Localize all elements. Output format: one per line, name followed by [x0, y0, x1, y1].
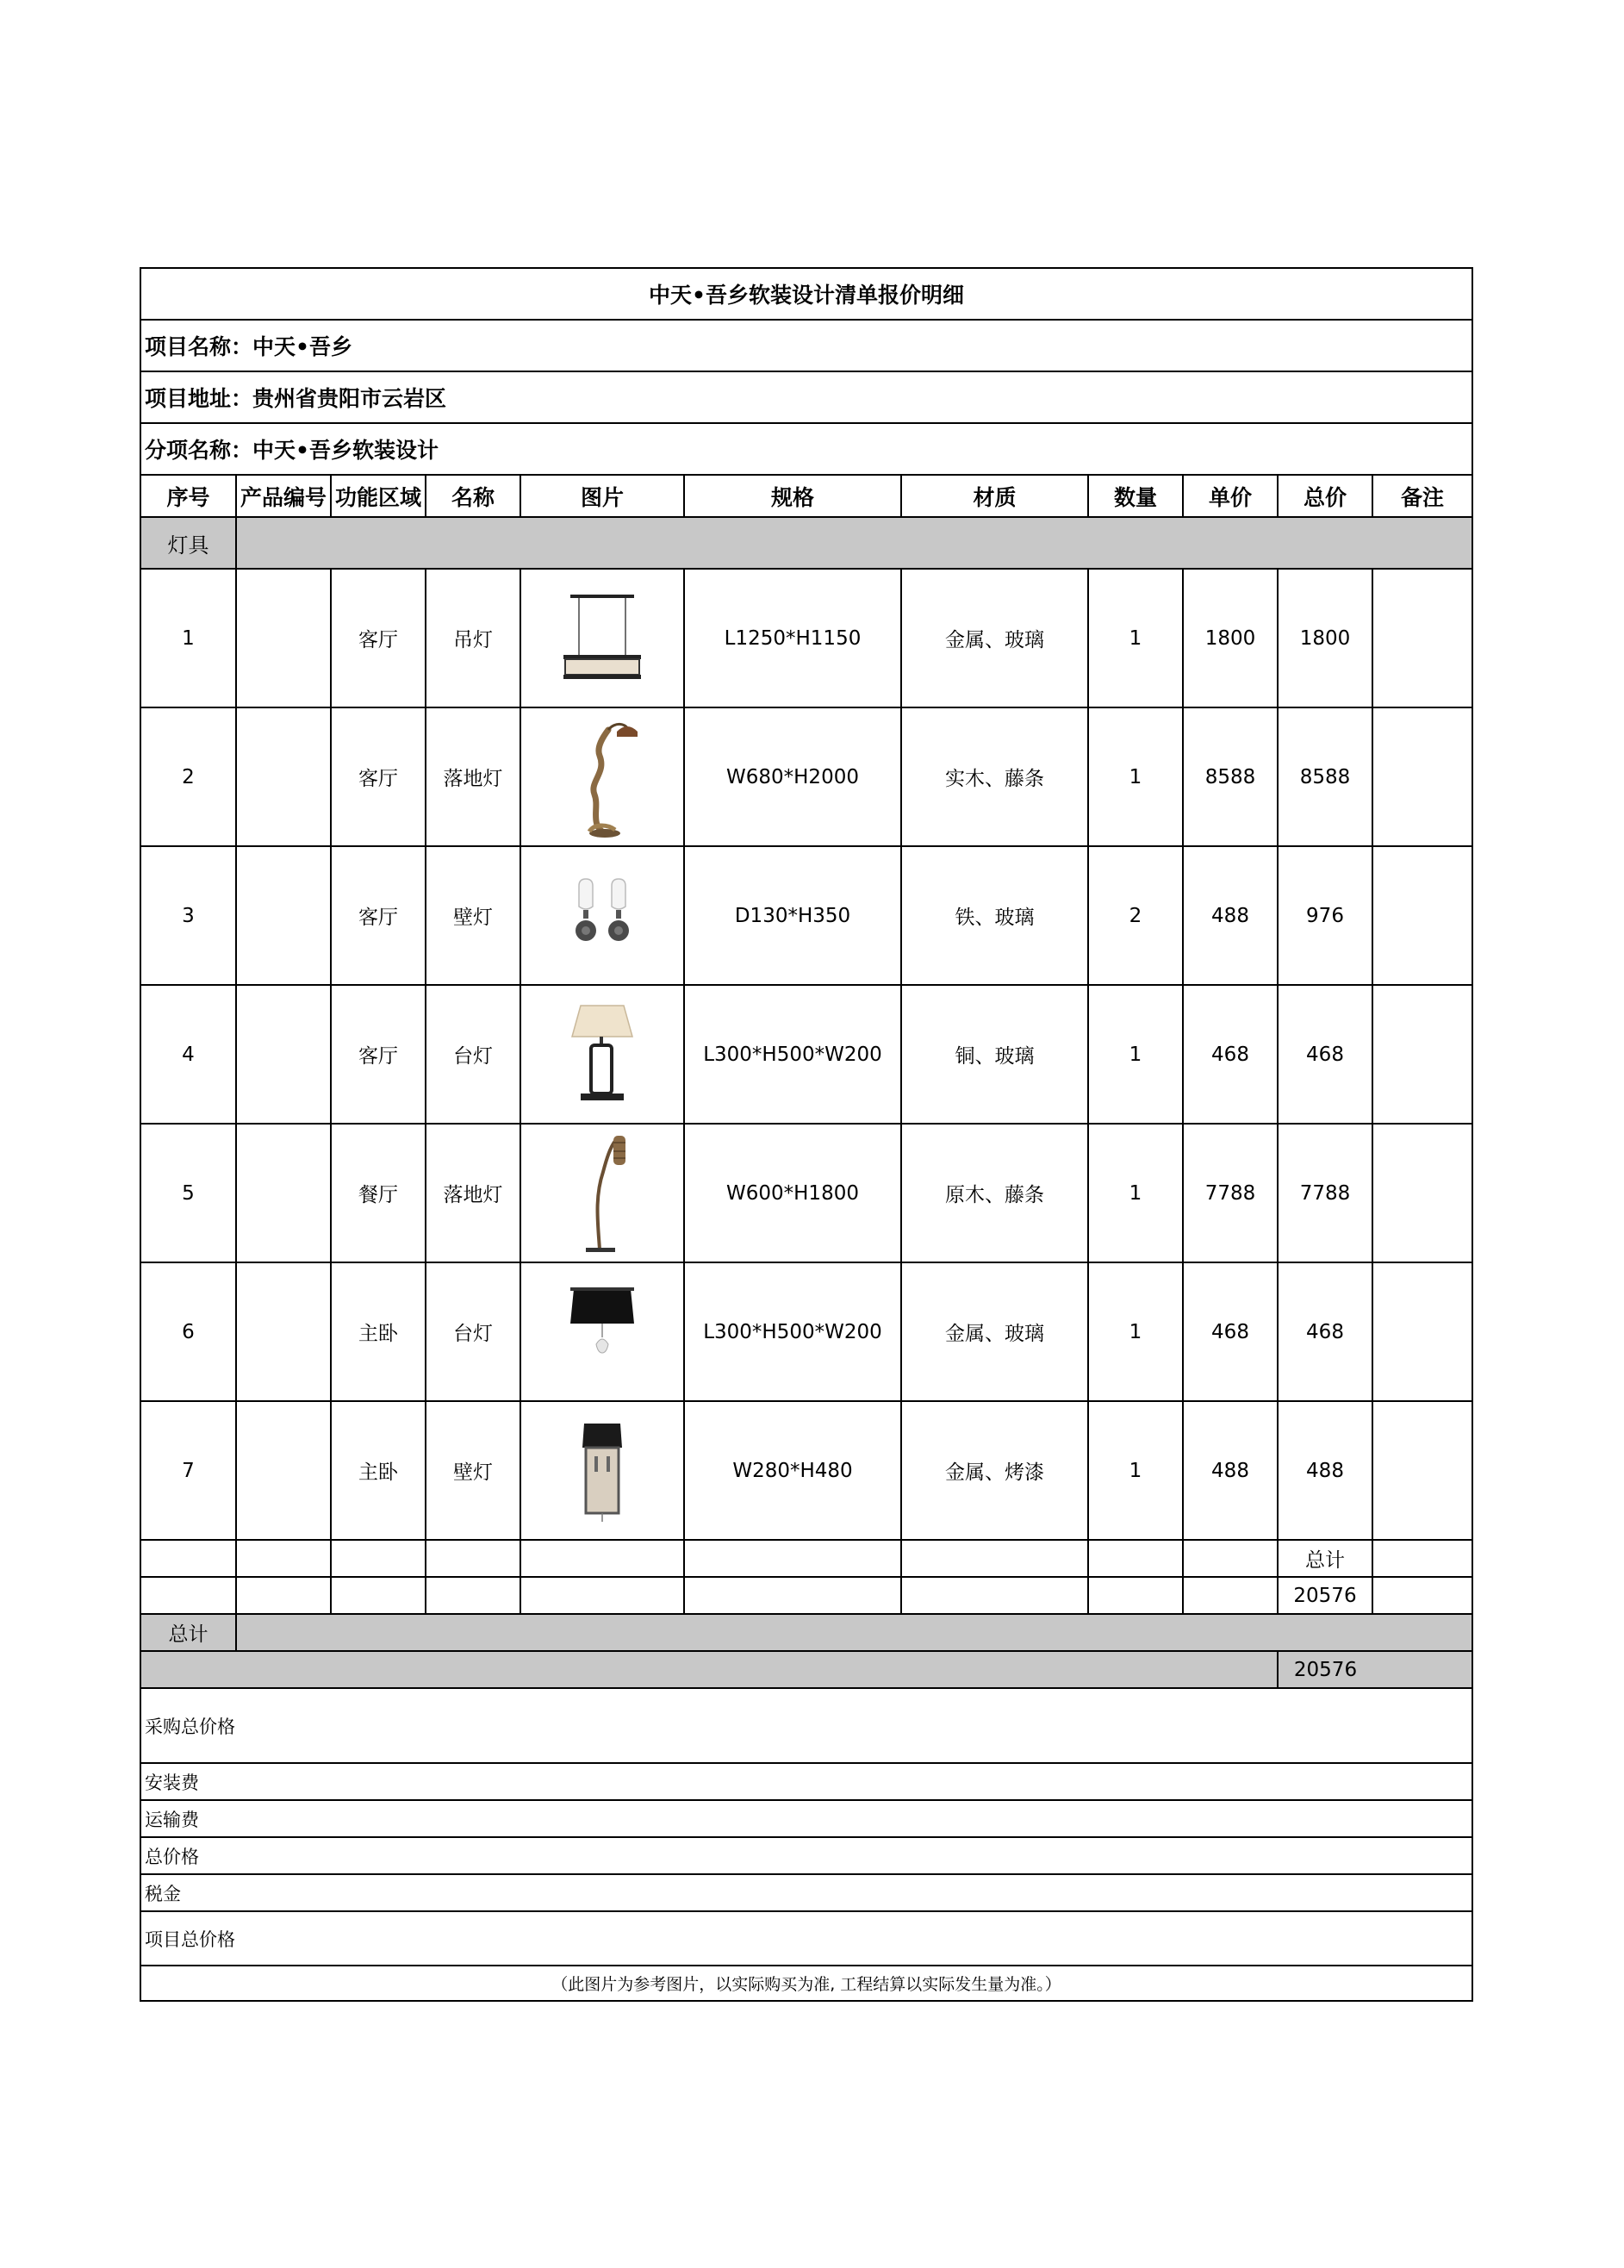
project-name: 项目名称：中天•吾乡 [140, 320, 1472, 371]
cell-qty: 1 [1088, 985, 1183, 1124]
cell-no: 7 [140, 1401, 236, 1540]
header-row [140, 475, 1472, 517]
summary-label-row [140, 1614, 1472, 1651]
cell-image [520, 846, 684, 985]
header-name: 名称 [426, 475, 520, 517]
cell-spec: W600*H1800 [684, 1124, 901, 1262]
cell-qty: 1 [1088, 1401, 1183, 1540]
cell-no: 4 [140, 985, 236, 1124]
cell-image [520, 707, 684, 846]
cell-material: 铜、玻璃 [901, 985, 1088, 1124]
wall-lamp-box-icon [555, 1415, 650, 1527]
cell-total: 7788 [1278, 1124, 1372, 1262]
cell-image [520, 1124, 684, 1262]
cell-area: 客厅 [331, 846, 426, 985]
cell-total: 468 [1278, 1262, 1372, 1401]
cell-spec: W680*H2000 [684, 707, 901, 846]
header-total: 总价 [1278, 475, 1372, 517]
project-address: 项目地址：贵州省贵阳市云岩区 [140, 371, 1472, 423]
cell-material: 金属、玻璃 [901, 569, 1088, 707]
cell-no: 3 [140, 846, 236, 985]
header-no: 序号 [140, 475, 236, 517]
cell-name: 台灯 [426, 1262, 520, 1401]
cell-no: 1 [140, 569, 236, 707]
cell-no: 6 [140, 1262, 236, 1401]
cell-area: 餐厅 [331, 1124, 426, 1262]
cell-image [520, 569, 684, 707]
summary-label: 总计 [140, 1614, 236, 1651]
cell-no: 2 [140, 707, 236, 846]
cell-area: 客厅 [331, 707, 426, 846]
cell-image [520, 1401, 684, 1540]
category-label: 灯具 [140, 517, 236, 569]
category-row [140, 517, 1472, 569]
cell-remark [1372, 1401, 1472, 1540]
project-total-label: 项目总价格 [140, 1911, 1472, 1966]
table-row [140, 569, 1472, 707]
summary-value-row [140, 1651, 1472, 1688]
floor-lamp-branch-icon [555, 713, 650, 842]
shipping-fee-label: 运输费 [140, 1800, 1472, 1837]
cell-area: 客厅 [331, 569, 426, 707]
cell-code [236, 1401, 331, 1540]
summary-value: 20576 [1278, 1651, 1372, 1688]
cell-total: 468 [1278, 985, 1372, 1124]
reference-note: （此图片为参考图片，以实际购买为准, 工程结算以实际发生量为准。） [140, 1966, 1472, 2001]
cell-code [236, 1262, 331, 1401]
table-row [140, 1401, 1472, 1540]
cell-total: 488 [1278, 1401, 1372, 1540]
install-fee-label: 安装费 [140, 1763, 1472, 1800]
table-row [140, 846, 1472, 985]
cell-remark [1372, 846, 1472, 985]
cell-name: 落地灯 [426, 707, 520, 846]
cell-qty: 1 [1088, 569, 1183, 707]
table-lamp-icon [555, 999, 650, 1111]
cell-qty: 1 [1088, 707, 1183, 846]
cell-material: 铁、玻璃 [901, 846, 1088, 985]
cell-unit-price: 468 [1183, 1262, 1278, 1401]
purchase-total-label: 采购总价格 [140, 1688, 1472, 1763]
header-remark: 备注 [1372, 475, 1472, 517]
cell-unit-price: 468 [1183, 985, 1278, 1124]
cell-qty: 2 [1088, 846, 1183, 985]
sheet-title: 中天•吾乡软装设计清单报价明细 [140, 268, 1472, 320]
cell-name: 壁灯 [426, 1401, 520, 1540]
cell-area: 主卧 [331, 1262, 426, 1401]
cell-code [236, 569, 331, 707]
cell-unit-price: 1800 [1183, 569, 1278, 707]
pendant-lamp-icon [555, 591, 650, 686]
cell-remark [1372, 707, 1472, 846]
cell-spec: L300*H500*W200 [684, 1262, 901, 1401]
cell-material: 金属、烤漆 [901, 1401, 1088, 1540]
subtotal-value: 20576 [1278, 1577, 1372, 1614]
cell-unit-price: 488 [1183, 846, 1278, 985]
cell-total: 8588 [1278, 707, 1372, 846]
header-spec: 规格 [684, 475, 901, 517]
header-image: 图片 [520, 475, 684, 517]
cell-name: 吊灯 [426, 569, 520, 707]
cell-qty: 1 [1088, 1262, 1183, 1401]
cell-material: 原木、藤条 [901, 1124, 1088, 1262]
cell-remark [1372, 985, 1472, 1124]
cell-spec: L300*H500*W200 [684, 985, 901, 1124]
cell-area: 客厅 [331, 985, 426, 1124]
cell-total: 1800 [1278, 569, 1372, 707]
wall-lamp-pair-icon [555, 869, 650, 963]
cell-remark [1372, 1124, 1472, 1262]
table-row [140, 707, 1472, 846]
cell-spec: W280*H480 [684, 1401, 901, 1540]
cell-name: 落地灯 [426, 1124, 520, 1262]
subtotal-value-row [140, 1577, 1472, 1614]
cell-no: 5 [140, 1124, 236, 1262]
sub-item-name: 分项名称：中天•吾乡软装设计 [140, 423, 1472, 475]
header-qty: 数量 [1088, 475, 1183, 517]
cell-unit-price: 8588 [1183, 707, 1278, 846]
header-unit-price: 单价 [1183, 475, 1278, 517]
header-area: 功能区域 [331, 475, 426, 517]
cell-unit-price: 7788 [1183, 1124, 1278, 1262]
cell-spec: D130*H350 [684, 846, 901, 985]
tax-label: 税金 [140, 1874, 1472, 1911]
cell-spec: L1250*H1150 [684, 569, 901, 707]
subtotal-label: 总计 [1278, 1540, 1372, 1577]
cell-code [236, 846, 331, 985]
cell-code [236, 1124, 331, 1262]
table-lamp-black-icon [555, 1280, 650, 1384]
cell-unit-price: 488 [1183, 1401, 1278, 1540]
floor-lamp-arc-icon [555, 1129, 650, 1258]
quotation-sheet [140, 267, 1472, 2002]
cell-remark [1372, 569, 1472, 707]
cell-name: 壁灯 [426, 846, 520, 985]
quotation-table [140, 267, 1473, 2002]
cell-material: 实木、藤条 [901, 707, 1088, 846]
cell-code [236, 985, 331, 1124]
cell-area: 主卧 [331, 1401, 426, 1540]
table-row [140, 1262, 1472, 1401]
cell-name: 台灯 [426, 985, 520, 1124]
cell-image [520, 1262, 684, 1401]
subtotal-label-row [140, 1540, 1472, 1577]
cell-total: 976 [1278, 846, 1372, 985]
header-material: 材质 [901, 475, 1088, 517]
cell-code [236, 707, 331, 846]
header-code: 产品编号 [236, 475, 331, 517]
cell-remark [1372, 1262, 1472, 1401]
cell-image [520, 985, 684, 1124]
cell-qty: 1 [1088, 1124, 1183, 1262]
table-row [140, 985, 1472, 1124]
total-price-label: 总价格 [140, 1837, 1472, 1874]
table-row [140, 1124, 1472, 1262]
cell-material: 金属、玻璃 [901, 1262, 1088, 1401]
